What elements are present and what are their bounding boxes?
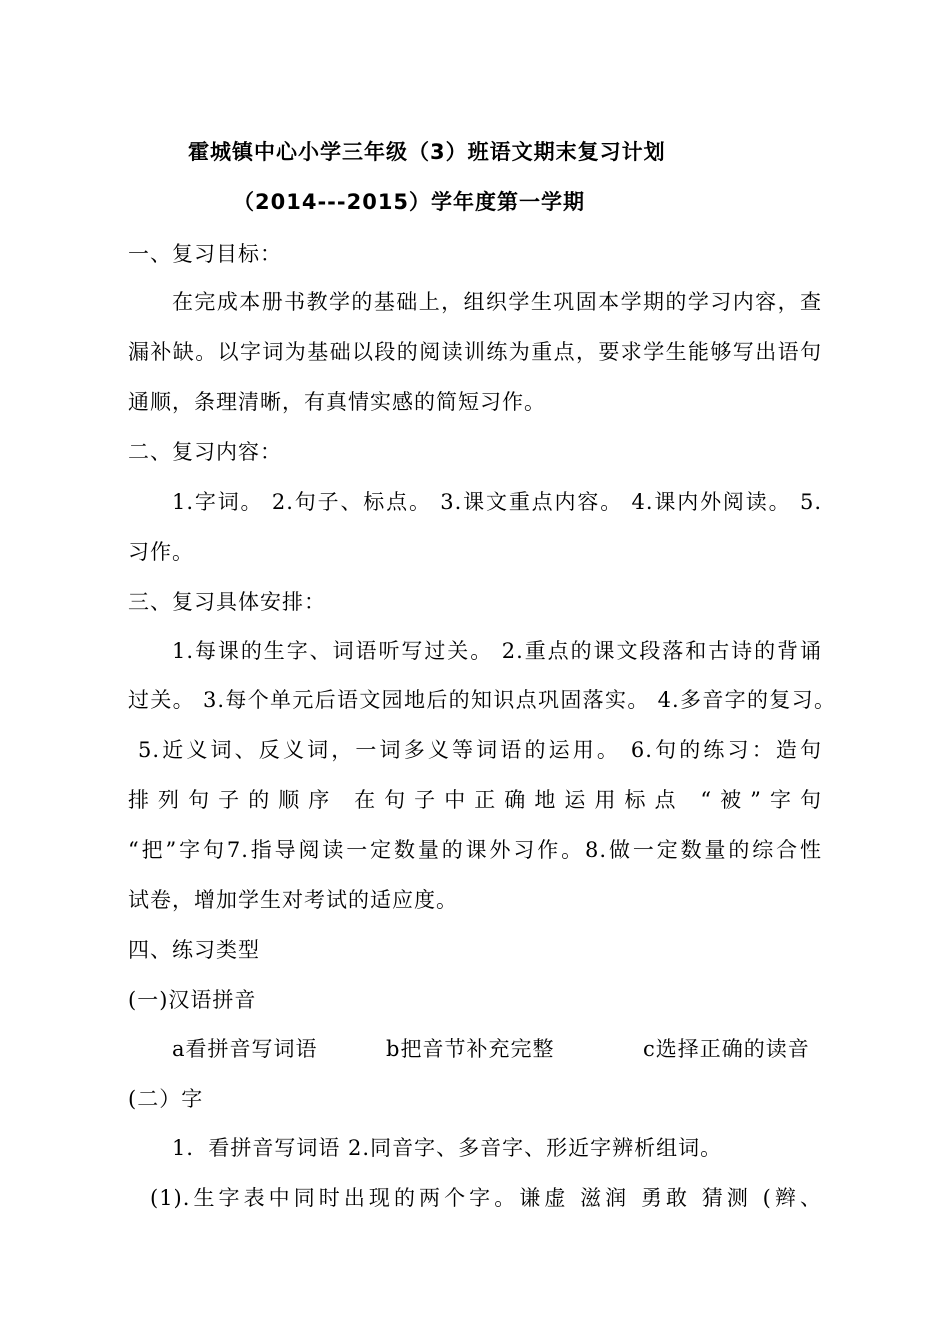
paragraph-line: 1.每课的生字、词语听写过关。 2.重点的课文段落和古诗的背诵 xyxy=(172,639,822,663)
document-subtitle: （2014---2015）学年度第一学期 xyxy=(233,190,586,214)
section-heading-content: 二、复习内容： xyxy=(128,440,282,464)
paragraph-line: 漏补缺。以字词为基础以段的阅读训练为重点，要求学生能够写出语句 xyxy=(128,340,822,364)
paragraph-line: 习作。 xyxy=(128,540,194,564)
document-title: 霍城镇中心小学三年级（3）班语文期末复习计划 xyxy=(188,140,666,164)
paragraph-line: 排列句子的顺序 在句子中正确地运用标点 “被”字句 xyxy=(128,788,822,812)
exercise-item-a: a看拼音写词语 xyxy=(172,1037,318,1061)
paragraph-line: 在完成本册书教学的基础上，组织学生巩固本学期的学习内容，查 xyxy=(172,290,822,314)
paragraph-line: 5.近义词、反义词，一词多义等词语的运用。 6.句的练习：造句 xyxy=(138,738,822,762)
exercise-item-c: c选择正确的读音 xyxy=(643,1037,810,1061)
section-heading-arrangement: 三、复习具体安排： xyxy=(128,590,326,614)
paragraph-line: 过关。 3.每个单元后语文园地后的知识点巩固落实。 4.多音字的复习。 xyxy=(128,688,836,712)
subsection-heading-pinyin: (一)汉语拼音 xyxy=(128,988,257,1012)
paragraph-line: (1).生字表中同时出现的两个字。谦虚 滋润 勇敢 猜测 (辫、 xyxy=(150,1186,822,1210)
paragraph-line: “把”字句7.指导阅读一定数量的课外习作。8.做一定数量的综合性 xyxy=(128,838,822,862)
section-heading-goals: 一、复习目标： xyxy=(128,242,282,266)
paragraph-line: 通顺，条理清晰，有真情实感的简短习作。 xyxy=(128,390,546,414)
paragraph-line: 1．看拼音写词语 2.同音字、多音字、形近字辨析组词。 xyxy=(172,1136,723,1160)
paragraph-line: 1.字词。 2.句子、标点。 3.课文重点内容。 4.课内外阅读。 5. xyxy=(172,490,822,514)
paragraph-line: 试卷，增加学生对考试的适应度。 xyxy=(128,888,458,912)
section-heading-exercise-types: 四、练习类型 xyxy=(128,938,260,962)
subsection-heading-characters: (二）字 xyxy=(128,1087,204,1111)
exercise-item-b: b把音节补充完整 xyxy=(386,1037,555,1061)
